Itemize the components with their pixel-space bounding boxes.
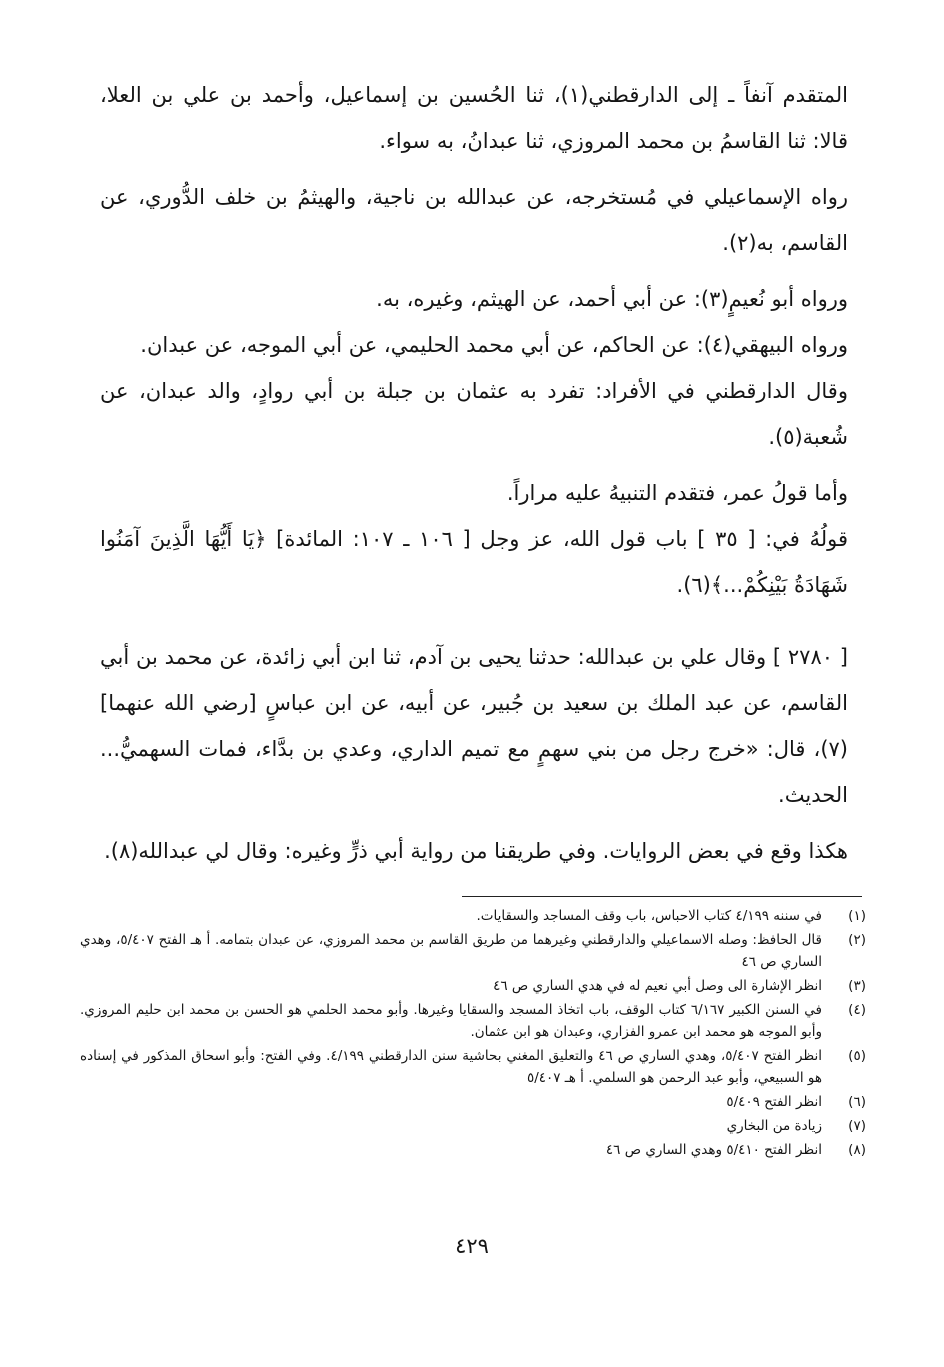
paragraph-2: رواه الإسماعيلي في مُستخرجه، عن عبدالله بن ناجية، والهيثمُ بن خلف الدُّوري، عن القاسم، به(٢). xyxy=(100,185,848,255)
footnote-7 xyxy=(80,1115,866,1137)
footnote-text: انظر الفتح ٥/٤١٠ وهدي الساري ص ٤٦ xyxy=(605,1142,822,1158)
footnote-number: (٢) xyxy=(848,932,866,948)
footnotes xyxy=(80,905,866,1163)
paragraph-5: وقال الدارقطني في الأفراد: تفرد به عثمان بن جبلة بن أبي روادٍ، والد عبدان، عن شُعبة(٥). xyxy=(100,379,848,449)
paragraph-closing: هكذا وقع في بعض الروايات. وفي طريقنا من رواية أبي ذرٍّ وغيره: وقال لي عبدالله(٨). xyxy=(104,839,848,863)
footnote-text: زيادة من البخاري xyxy=(726,1118,822,1134)
footnote-number: (٤) xyxy=(848,1002,866,1018)
footnote-number: (١) xyxy=(848,908,866,924)
footnote-4 xyxy=(80,999,866,1043)
footnote-text: في سننه ٤/١٩٩ كتاب الاحباس، باب وقف المساجد والسقايات. xyxy=(476,908,822,924)
footnote-6 xyxy=(80,1091,866,1113)
footnote-text: انظر الفتح ٥/٤٠٩ xyxy=(726,1094,822,1110)
footnote-2 xyxy=(80,929,866,973)
footnote-5 xyxy=(80,1045,866,1089)
footnote-3 xyxy=(80,975,866,997)
paragraph-6: وأما قولُ عمر، فتقدم التنبيهُ عليه مراراً. xyxy=(506,481,848,505)
footnote-text: انظر الفتح ٥/٤٠٧، وهدي الساري ص ٤٦ والتعليق المغني بحاشية سنن الدارقطني ٤/١٩٩. وفي الفتح: وأبو اسحاق المذكور في إسناده هو السبيعي، وأبو عبد الرحمن هو السلمي. أ هـ ٥/٤٠٧ xyxy=(80,1048,822,1086)
footnote-number: (٥) xyxy=(848,1048,866,1064)
paragraph-3: ورواه أبو نُعيمٍ(٣): عن أبي أحمد، عن الهيثم، وغيره، به. xyxy=(376,287,848,311)
footnote-8 xyxy=(80,1139,866,1161)
hadith-2780: [ ٢٧٨٠ ] وقال علي بن عبدالله: حدثنا يحيى بن آدم، ثنا ابن أبي زائدة، عن محمد بن أبي القاسم، عن عبد الملك بن سعيد بن جُبير، عن أبيه، عن ابن عباسٍ [رضي الله عنهما](٧)، قال: «خرج رجل من بني سهمٍ مع تميم الداري، وعدي بن بدَّاء، فمات السهميُّ... الحديث. xyxy=(100,645,849,807)
footnote-1 xyxy=(80,905,866,927)
main-text-block xyxy=(100,72,848,874)
chapter-heading: قولُهُ في: [ ٣٥ ] باب قول الله، عز وجل [ ١٠٦ ـ ١٠٧: المائدة] ﴿يَا أَيُّهَا الَّذِينَ آمَنُوا شَهَادَةُ بَيْنِكُمْ...﴾(٦). xyxy=(100,527,848,597)
footnote-text: قال الحافظ: وصله الاسماعيلي والدارقطني وغيرهما من طريق القاسم بن محمد المروزي، عن عبدان بتمامه. أ هـ الفتح ٥/٤٠٧، وهدي الساري ص ٤٦ xyxy=(80,932,822,970)
footnote-text: في السنن الكبير ٦/١٦٧ كتاب الوقف، باب اتخاذ المسجد والسقايا وغيرها. وأبو محمد الحلمي هو الحسن بن محمد ابن حليم المروزي. وأبو الموجه هو محمد ابن عمرو الفزاري، وعبدان هو ابن عثمان. xyxy=(80,1002,822,1040)
page-number: ٤٢٩ xyxy=(455,1234,489,1258)
footnote-number: (٣) xyxy=(848,978,866,994)
paragraph-4: ورواه البيهقي(٤): عن الحاكم، عن أبي محمد الحليمي، عن أبي الموجه، عن عبدان. xyxy=(140,333,848,357)
footnote-number: (٨) xyxy=(848,1142,866,1158)
footnote-number: (٧) xyxy=(848,1118,866,1134)
footnote-number: (٦) xyxy=(848,1094,866,1110)
footnote-divider xyxy=(462,896,862,897)
paragraph-1: المتقدم آنفاً ـ إلى الدارقطني(١)، ثنا الحُسين بن إسماعيل، وأحمد بن علي بن العلا، قالا: ثنا القاسمُ بن محمد المروزي، ثنا عبدانُ، به سواء. xyxy=(100,83,849,153)
footnote-text: انظر الإشارة الى وصل أبي نعيم له في هدي الساري ص ٤٦ xyxy=(493,978,822,994)
